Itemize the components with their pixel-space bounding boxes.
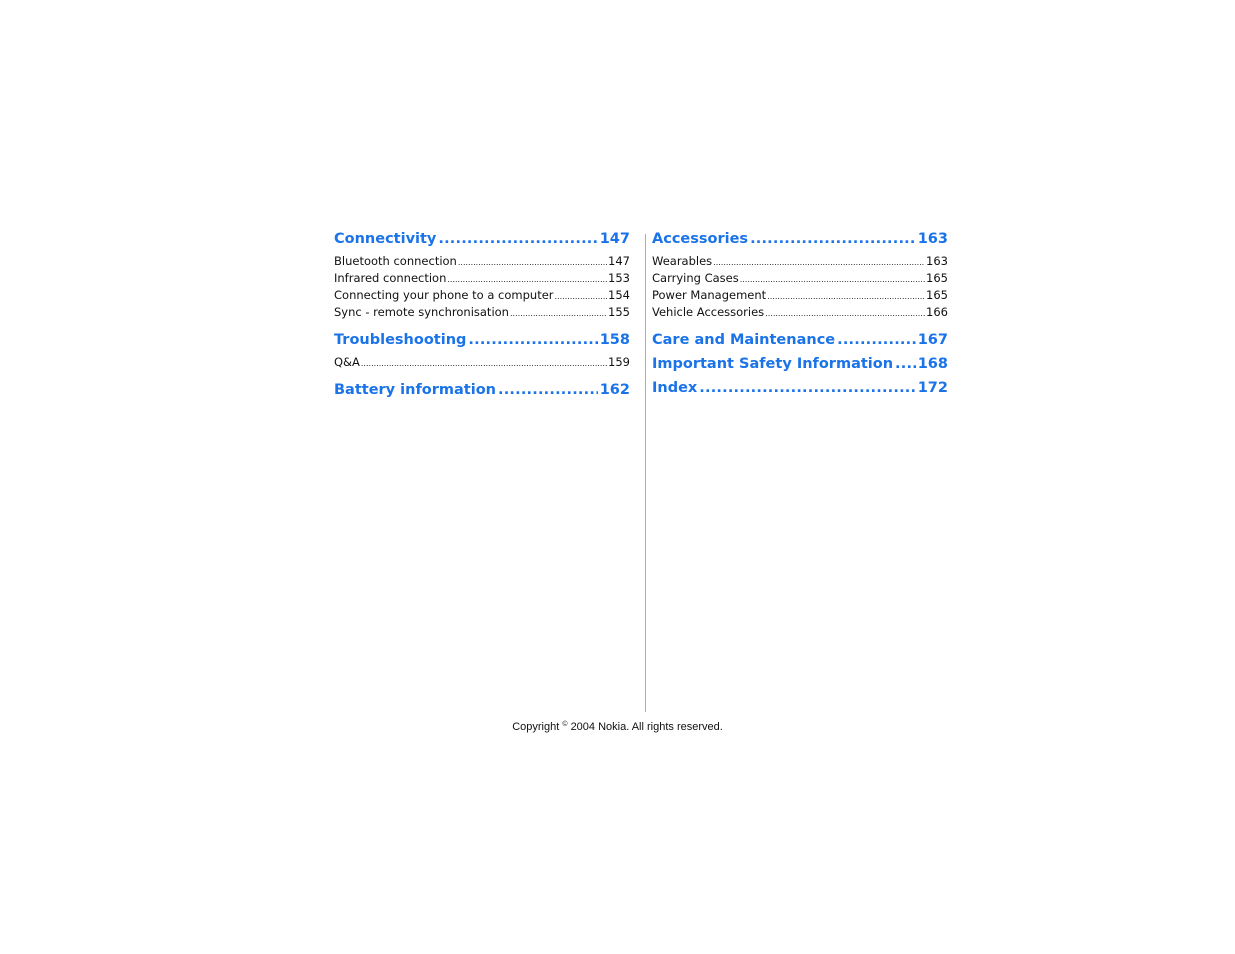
copyright-symbol: © <box>562 721 568 728</box>
toc-entry-title: Connectivity <box>334 231 437 247</box>
dot-leader <box>750 229 916 249</box>
toc-subentry-page: 166 <box>926 305 948 319</box>
toc-subentry-vehicle-accessories[interactable] <box>652 304 948 321</box>
dot-leader <box>447 271 607 288</box>
toc-subentry-page: 165 <box>926 288 948 302</box>
toc-subentry-title: Wearables <box>652 254 713 268</box>
dot-leader <box>699 378 915 398</box>
dot-leader <box>361 355 607 372</box>
toc-subentry-qa[interactable] <box>334 354 630 371</box>
toc-subentry-title: Power Management <box>652 288 767 302</box>
toc-entry-page: 172 <box>917 380 948 396</box>
toc-subentry-title: Sync - remote synchronisation <box>334 305 509 319</box>
dot-leader <box>510 305 607 322</box>
toc-subentry-title: Q&A <box>334 355 360 369</box>
toc-subentry-page: 165 <box>926 271 948 285</box>
toc-entry-page: 162 <box>599 382 630 398</box>
toc-subentry-computer[interactable] <box>334 287 630 304</box>
toc-entry-page: 167 <box>917 332 948 348</box>
toc-entry-title: Important Safety Information <box>652 356 894 372</box>
toc-entry-accessories[interactable] <box>652 229 948 249</box>
toc-subentry-page: 155 <box>608 305 630 319</box>
toc-entry-page: 168 <box>917 356 948 372</box>
toc-subentry-infrared[interactable] <box>334 270 630 287</box>
dot-leader <box>438 229 597 249</box>
toc-subentry-power-management[interactable] <box>652 287 948 304</box>
dot-leader <box>498 380 598 400</box>
dot-leader <box>458 254 607 271</box>
toc-entry-page: 147 <box>599 231 630 247</box>
toc-subentry-page: 159 <box>608 355 630 369</box>
toc-subentry-bluetooth[interactable] <box>334 253 630 270</box>
copyright-footer <box>0 721 1235 733</box>
dot-leader <box>767 288 925 305</box>
dot-leader <box>468 330 597 350</box>
toc-subentry-title: Bluetooth connection <box>334 254 457 268</box>
column-divider <box>645 234 646 712</box>
toc-entry-title: Troubleshooting <box>334 332 467 348</box>
toc-entry-connectivity[interactable] <box>334 229 630 249</box>
toc-entry-title: Index <box>652 380 698 396</box>
toc-entry-troubleshooting[interactable] <box>334 330 630 350</box>
toc-right-column <box>652 229 948 402</box>
toc-subentry-page: 154 <box>608 288 630 302</box>
dot-leader <box>765 305 925 322</box>
toc-entry-index[interactable] <box>652 378 948 398</box>
dot-leader <box>740 271 925 288</box>
toc-subentry-title: Vehicle Accessories <box>652 305 765 319</box>
copyright-suffix: 2004 Nokia. All rights reserved. <box>570 721 723 733</box>
toc-subentry-page: 163 <box>926 254 948 268</box>
toc-entry-battery-information[interactable] <box>334 380 630 400</box>
toc-entry-important-safety-information[interactable] <box>652 354 948 374</box>
dot-leader <box>837 330 916 350</box>
toc-entry-page: 163 <box>917 231 948 247</box>
toc-subentry-carrying-cases[interactable] <box>652 270 948 287</box>
toc-entry-care-and-maintenance[interactable] <box>652 330 948 350</box>
toc-subentry-page: 147 <box>608 254 630 268</box>
toc-subentry-title: Carrying Cases <box>652 271 739 285</box>
toc-left-column <box>334 229 630 404</box>
dot-leader <box>895 354 916 374</box>
toc-entry-title: Care and Maintenance <box>652 332 836 348</box>
toc-subentry-wearables[interactable] <box>652 253 948 270</box>
toc-subentry-title: Connecting your phone to a computer <box>334 288 554 302</box>
toc-entry-page: 158 <box>599 332 630 348</box>
toc-subentry-page: 153 <box>608 271 630 285</box>
toc-entry-title: Accessories <box>652 231 749 247</box>
toc-subentry-sync[interactable] <box>334 304 630 321</box>
copyright-prefix: Copyright <box>512 721 560 733</box>
toc-entry-title: Battery information <box>334 382 496 398</box>
dot-leader <box>713 254 925 271</box>
toc-subentry-title: Infrared connection <box>334 271 447 285</box>
dot-leader <box>555 288 608 305</box>
